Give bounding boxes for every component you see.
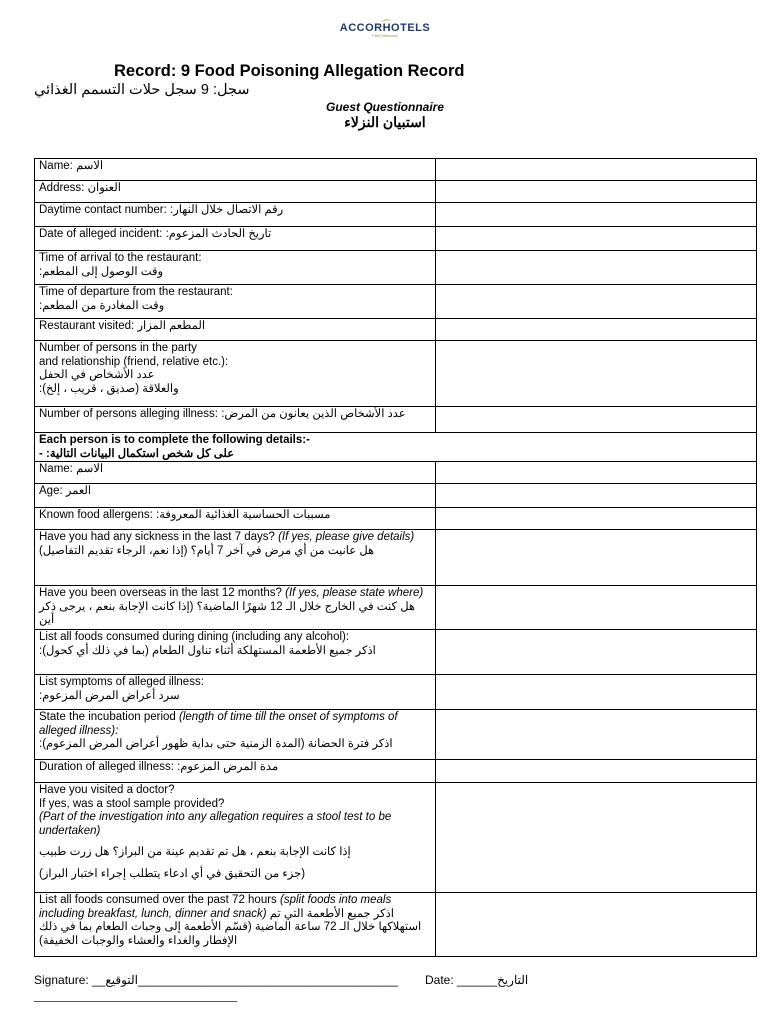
label-ar: هل عانيت من أي مرض في آخر 7 أيام؟ (إذا نعم، الرجاء تقديم التفاصيل)	[39, 544, 375, 557]
label-en: Duration of alleged illness:	[39, 761, 174, 773]
label-cell	[35, 251, 436, 285]
row-incubation	[35, 710, 757, 760]
page-title: Record: 9 Food Poisoning Allegation Record	[114, 62, 465, 80]
label-en: Known food allergens:	[39, 509, 153, 521]
row-incident-date	[35, 227, 757, 251]
foods-answer-field[interactable]	[436, 630, 757, 675]
foods-72-answer-field[interactable]	[436, 893, 757, 957]
label-cell	[35, 760, 436, 783]
overseas-answer-field[interactable]	[436, 586, 757, 630]
label-cell	[35, 159, 436, 181]
signature-line	[34, 1001, 237, 1002]
row-symptoms	[35, 675, 757, 710]
symptoms-answer-field[interactable]	[436, 675, 757, 710]
label-en: Name:	[39, 463, 73, 475]
row-name	[35, 159, 757, 181]
label-en: List all foods consumed over the past 72 hours	[39, 894, 277, 906]
label-ar: إذا كانت الإجابة بنعم ، هل تم تقديم عينة من البراز؟ هل زرت طبيب	[39, 846, 351, 858]
label-cell	[35, 630, 436, 675]
label-en: If yes, was a stool sample provided?	[39, 797, 225, 810]
label-cell	[35, 203, 436, 227]
row-sickness	[35, 530, 757, 586]
label-ar: الاسم	[76, 160, 104, 172]
label-ar: رقم الاتصال خلال النهار:	[170, 204, 284, 216]
signature-field[interactable]: Signature: __التوقيع_______________________________________	[34, 973, 399, 987]
label-en: and relationship (friend, relative etc.):	[39, 355, 229, 368]
label-ar: تاريخ الحادث المزعوم:	[165, 228, 272, 240]
label-en: Time of arrival to the restaurant:	[39, 252, 202, 264]
label-en: Address:	[39, 182, 85, 194]
label-ar: الاسم	[76, 463, 104, 475]
label-en-italic: (Part of the investigation into any allegation requires a stool test to be undertaken)	[39, 811, 392, 837]
label-en: Have you visited a doctor?	[39, 784, 175, 796]
section-heading-en: Each person is to complete the following details:-	[39, 434, 310, 446]
section-heading-ar: على كل شخص استكمال البيانات التالية: -	[39, 447, 235, 460]
label-en-italic: (If yes, please state where)	[285, 587, 424, 599]
allergens-answer-field[interactable]	[436, 508, 757, 530]
label-en-italic: (split foods into meals including breakfast, lunch, dinner and snack)	[39, 894, 392, 920]
label-en: Date of alleged incident:	[39, 228, 163, 240]
label-cell	[35, 508, 436, 530]
label-en: Have you had any sickness in the last 7 days?	[39, 531, 275, 543]
person-name-answer-field[interactable]	[436, 462, 757, 484]
logo-swoosh-icon	[380, 18, 392, 24]
duration-answer-field[interactable]	[436, 760, 757, 783]
label-ar: وقت المغادرة من المطعم:	[39, 299, 165, 312]
departure-answer-field[interactable]	[436, 285, 757, 319]
date-field[interactable]: Date: ______التاريخ	[425, 973, 529, 987]
label-ar: المطعم المزار	[137, 320, 206, 332]
label-en: Restaurant visited:	[39, 320, 135, 332]
label-en: Have you been overseas in the last 12 months?	[39, 587, 282, 599]
label-en: Number of persons in the party	[39, 342, 197, 354]
label-cell	[35, 341, 436, 407]
row-daytime-contact	[35, 203, 757, 227]
section-heading-cell	[35, 433, 757, 462]
row-persons-alleging	[35, 407, 757, 433]
label-ar: اذكر جميع الأطعمة المستهلكة أثناء تناول الطعام (بما في ذلك أي كحول):	[39, 644, 376, 657]
label-ar: عدد الأشخاص في الحفل	[39, 369, 155, 381]
row-party	[35, 341, 757, 407]
row-person-name	[35, 462, 757, 484]
doctor-answer-field[interactable]	[436, 783, 757, 893]
label-cell	[35, 484, 436, 508]
label-en: Daytime contact number:	[39, 204, 167, 216]
label-en: Name:	[39, 160, 73, 172]
label-cell	[35, 181, 436, 203]
questionnaire-table	[34, 158, 757, 957]
label-en: List symptoms of alleged illness:	[39, 676, 204, 688]
row-allergens	[35, 508, 757, 530]
label-cell	[35, 783, 436, 893]
row-restaurant-visited	[35, 319, 757, 341]
label-en-italic: (If yes, please give details)	[278, 531, 415, 543]
row-departure-time	[35, 285, 757, 319]
label-cell	[35, 227, 436, 251]
arrival-answer-field[interactable]	[436, 251, 757, 285]
page-title-arabic: سجل: 9 سجل حلات التسمم الغذائي	[34, 82, 250, 98]
subtitle: Guest Questionnaire	[325, 100, 445, 114]
row-address	[35, 181, 757, 203]
alleging-answer-field[interactable]	[436, 407, 757, 433]
label-cell	[35, 407, 436, 433]
logo-text: ACCORHOTELS	[339, 22, 431, 34]
label-en: Age:	[39, 485, 63, 497]
row-arrival-time	[35, 251, 757, 285]
label-ar: (جزء من التحقيق في أي ادعاء يتطلب إجراء اختبار البراز)	[39, 867, 306, 880]
label-cell	[35, 319, 436, 341]
name-answer-field[interactable]	[436, 159, 757, 181]
label-ar: سرد أعراض المرض المزعوم:	[39, 689, 180, 702]
label-ar: هل كنت في الخارج خلال الـ 12 شهرًا الماضية؟ (إذا كانت الإجابة بنعم ، يرجى ذكر أين	[39, 600, 415, 626]
row-each-person-heading	[35, 433, 757, 462]
label-en: State the incubation period	[39, 711, 176, 723]
label-en: Time of departure from the restaurant:	[39, 286, 233, 298]
party-answer-field[interactable]	[436, 341, 757, 407]
restaurant-answer-field[interactable]	[436, 319, 757, 341]
logo-tagline: Feel Welcome	[372, 33, 398, 38]
row-foods-72-hours	[35, 893, 757, 957]
label-cell	[35, 675, 436, 710]
address-answer-field[interactable]	[436, 181, 757, 203]
label-ar: وقت الوصول إلى المطعم:	[39, 265, 164, 278]
label-ar: مسببات الحساسية الغذائية المعروفة:	[156, 509, 331, 521]
subtitle-arabic: استبيان النزلاء	[344, 114, 426, 130]
row-overseas	[35, 586, 757, 630]
label-en-italic: (length of time till the onset of symptoms of alleged illness):	[39, 711, 398, 737]
incubation-answer-field[interactable]	[436, 710, 757, 760]
sickness-answer-field[interactable]	[436, 530, 757, 586]
label-cell	[35, 530, 436, 586]
label-ar: والعلاقة (صديق ، قريب ، إلخ):	[39, 382, 179, 395]
row-age	[35, 484, 757, 508]
row-doctor	[35, 783, 757, 893]
label-ar: عدد الأشخاص الذين يعانون من المرض:	[221, 408, 406, 420]
label-cell	[35, 893, 436, 957]
label-ar: العنوان	[87, 182, 121, 194]
row-foods-consumed	[35, 630, 757, 675]
incident-date-answer-field[interactable]	[436, 227, 757, 251]
label-ar: اذكر فترة الحضانة (المدة الزمنية حتى بداية ظهور أعراض المرض المزعوم):	[39, 738, 393, 750]
daytime-answer-field[interactable]	[436, 203, 757, 227]
accorhotels-logo	[330, 22, 440, 38]
age-answer-field[interactable]	[436, 484, 757, 508]
label-cell	[35, 462, 436, 484]
label-cell	[35, 586, 436, 630]
label-en: List all foods consumed during dining (including any alcohol):	[39, 631, 350, 643]
label-cell	[35, 710, 436, 760]
label-ar: العمر	[65, 485, 92, 497]
label-en: Number of persons alleging illness:	[39, 408, 218, 420]
label-ar: مدة المرض المزعوم:	[177, 761, 279, 773]
label-ar: اذكر جميع الأطعمة التي تم استهلاكها خلال الـ 72 ساعة الماضية (قسّم الأطعمة إلى وجبات الطعام بما في ذلك الإفطار والغداء والعشاء والوجبات الخفيفة)	[39, 907, 422, 947]
row-duration	[35, 760, 757, 783]
label-cell	[35, 285, 436, 319]
